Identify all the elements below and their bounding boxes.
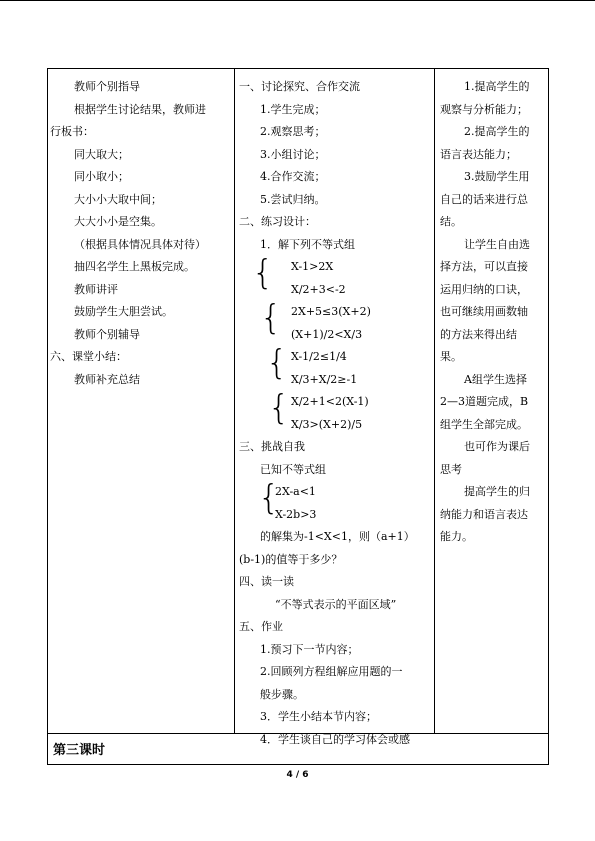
text-line: 教师补充总结 [74,372,140,386]
text-line: 让学生自由选 [464,237,530,251]
column-divider-2 [434,68,435,733]
text-line: 同小取小； [74,170,129,183]
brace-icon: { [268,388,290,428]
list-item: 3.小组讨论； [260,147,326,161]
inequality: X-1/2≤1/4 [291,350,347,363]
text-line: “不等式表示的平面区域” [275,597,397,611]
list-item: 1.学生完成； [260,102,326,116]
text-line: 鼓励学生大胆尝试。 [74,305,173,318]
lesson-plan-table [47,68,549,765]
text-line: 组学生全部完成。 [440,417,528,431]
section-heading: 六、课堂小结： [50,350,127,363]
list-item: 4．学生谈自己的学习体会或感 [260,732,410,746]
inequality: (X+1)/2<X/3 [291,327,363,341]
text-line: 大大小小是空集。 [74,215,162,228]
list-item: 1.预习下一节内容； [260,642,359,656]
list-item: 2.回顾列方程组解应用题的一 [260,665,403,678]
section-heading: 五、作业 [239,620,283,633]
design-intent-column [440,76,546,549]
inequality: X/2+1<2(X-1) [291,395,369,408]
page-number: 4 / 6 [286,770,309,780]
text-line: 果。 [440,350,462,363]
text-line: 观察与分析能力； [440,102,528,116]
brace-icon: { [260,298,282,338]
list-item: 3．学生小结本节内容； [260,710,377,723]
text-line: （根据具体情况具体对待） [74,237,206,251]
text-line: 1.提高学生的 [464,80,530,93]
brace-icon: { [266,343,288,383]
inequality: 2X+5≤3(X+2) [291,305,371,318]
list-item: 5.尝试归纳。 [260,192,326,206]
lesson-section-title: 第三课时 [53,743,106,758]
table-border-bottom [47,764,549,765]
table-border-left [47,68,48,765]
text-line: 纳能力和语言表达 [440,507,528,521]
teacher-activity-column [50,76,232,391]
text-line: 提高学生的归 [464,485,530,498]
text-line: 自己的话来进行总 [440,192,528,206]
text-line: 根据学生讨论结果，教师进 [74,102,206,116]
inequality: X/3+X/2≥-1 [291,372,358,386]
text-line: 的方法来得出结 [440,327,517,341]
text-line: (b-1)的值等于多少？ [239,552,343,566]
text-line: 1．解下列不等式组 [260,237,355,251]
text-line: 的解集为-1<X<1，则（a+1） [260,530,415,543]
text-line: 3.鼓励学生用 [464,170,530,183]
text-line: 教师个别辅导 [74,327,140,341]
text-line: 能力。 [440,530,473,543]
text-line: 语言表达能力； [440,147,517,161]
list-item: 4.合作交流； [260,170,326,183]
table-border-top [47,68,549,69]
text-line: 也可继续用画数轴 [440,305,528,318]
inequality: X/2+3<-2 [291,282,346,296]
brace-icon: { [258,478,280,518]
text-line: 结。 [440,215,462,228]
page-top-rule [0,0,595,1]
table-border-right [548,68,549,765]
text-line: 已知不等式组 [260,462,326,476]
inequality: X-2b>3 [275,507,317,521]
text-line: 大小小大取中间； [74,192,162,206]
inequality: X/3>(X+2)/5 [291,417,363,431]
column-divider-1 [234,68,235,733]
text-line: 思考 [440,462,462,476]
inequality: 2X-a<1 [275,485,316,498]
text-line: 2—3道题完成，B [440,395,529,408]
section-heading: 二、练习设计： [239,215,316,228]
text-line: 择方法，可以直接 [440,260,528,273]
text-line: A组学生选择 [464,372,527,386]
inequality: X-1>2X [291,260,334,273]
text-line: 2.提高学生的 [464,125,530,138]
section-heading: 四、读一读 [239,575,294,588]
list-item: 2.观察思考； [260,125,326,138]
text-line: 教师个别指导 [74,80,140,93]
text-line: 行板书： [50,125,94,138]
text-line: 运用归纳的口诀， [440,282,528,296]
text-line: 教师讲评 [74,282,118,296]
brace-icon: { [252,253,274,293]
text-line: 同大取大； [74,147,129,161]
list-item: 般步骤。 [260,687,304,701]
text-line: 抽四名学生上黑板完成。 [74,260,195,273]
text-line: 也可作为课后 [464,440,530,453]
section-heading: 一、讨论探究、合作交流 [239,80,360,93]
section-heading: 三、挑战自我 [239,440,305,453]
